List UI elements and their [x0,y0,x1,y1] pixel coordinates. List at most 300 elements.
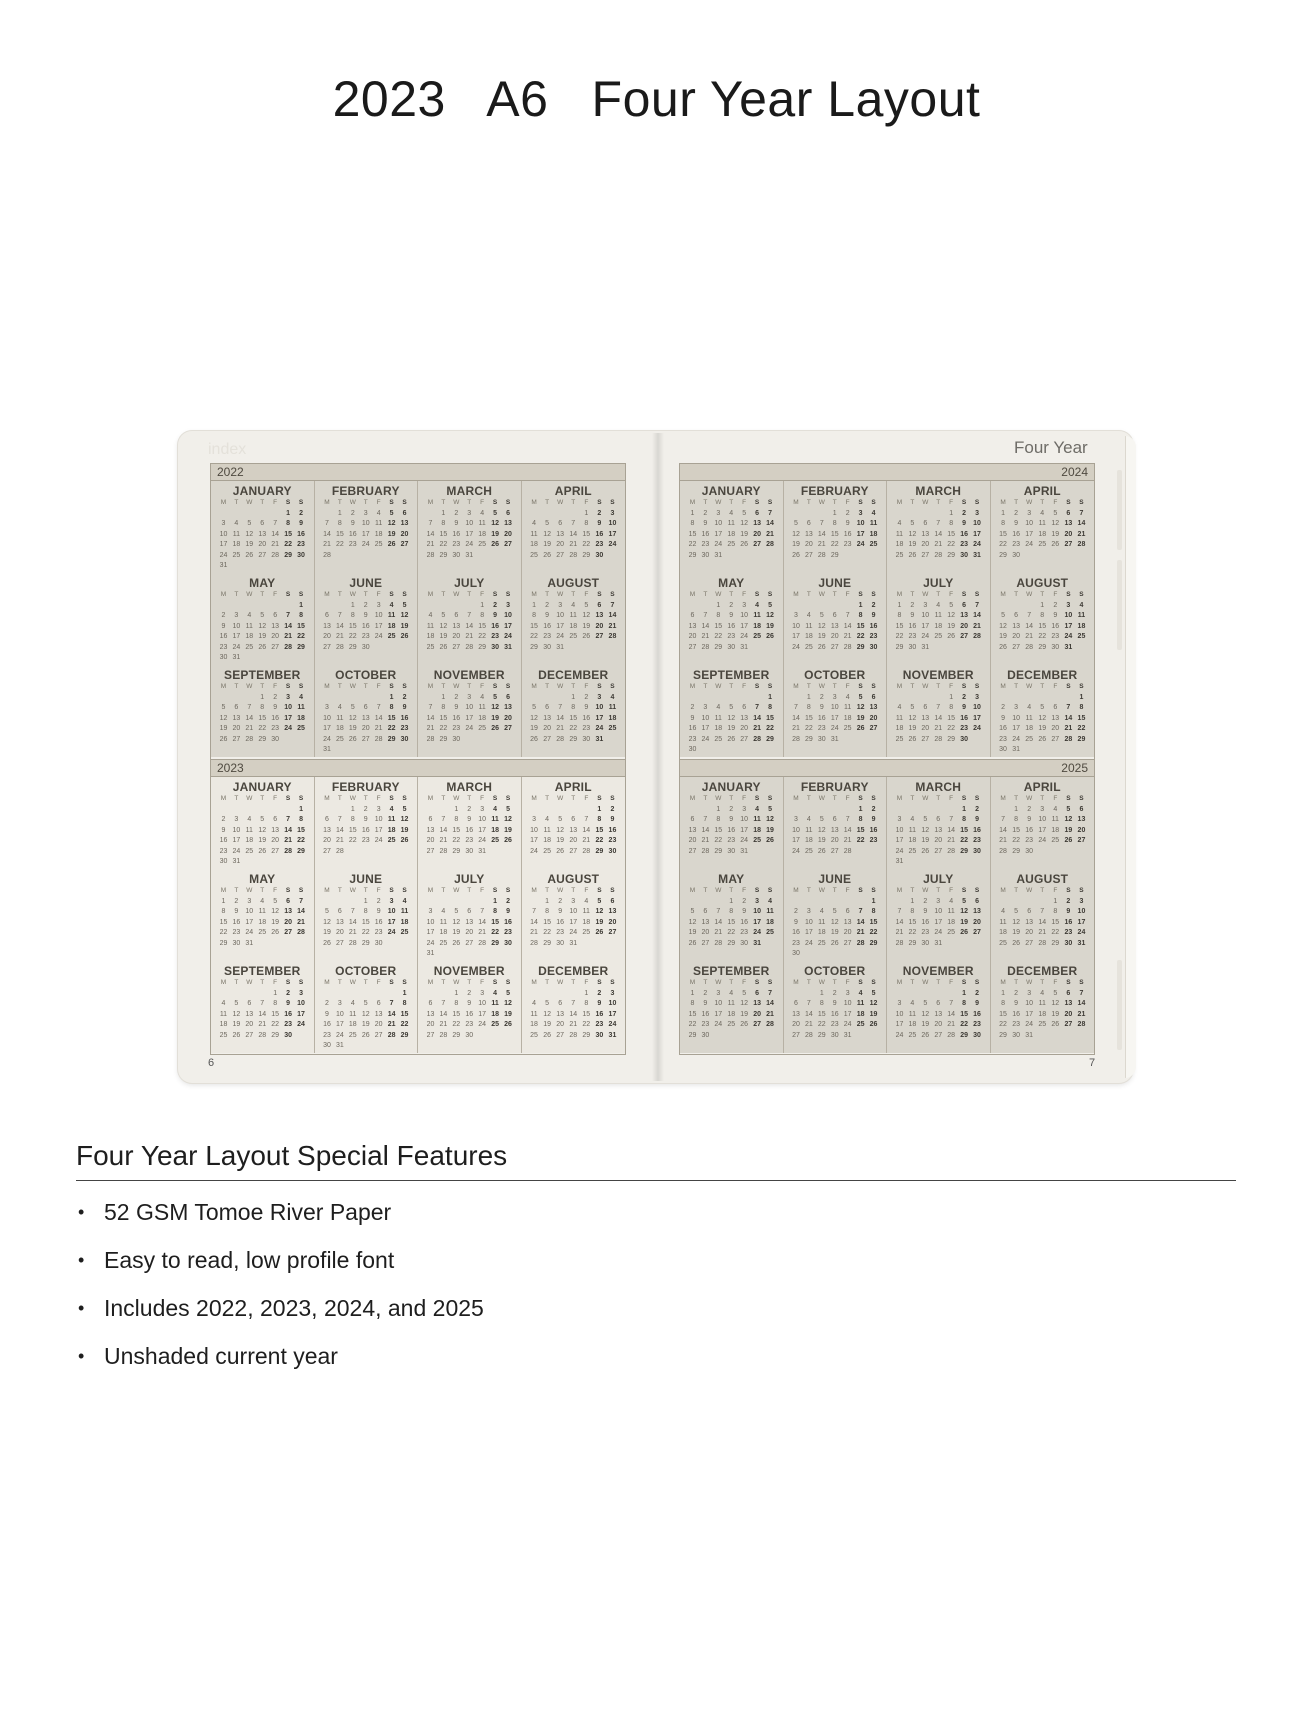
day-number: 29 [543,939,551,947]
empty-day [321,989,334,1000]
day-number: 4 [584,897,589,905]
weekday-header: T [363,979,368,986]
day-number: 15 [439,714,448,722]
day-number: 4 [532,520,536,527]
day-number: 28 [895,939,904,947]
day-number: 11 [1077,612,1086,619]
empty-day [476,897,489,908]
month-june [784,573,888,665]
day-number: 12 [1038,714,1047,722]
day-number: 23 [869,837,878,844]
weekday-header: S [871,979,876,986]
day-number: 9 [742,908,747,915]
day-number: 29 [271,1031,280,1039]
day-number: 25 [999,939,1007,947]
day-number: 30 [465,1031,474,1039]
weekday-header: S [597,887,602,894]
empty-day [1023,601,1036,612]
day-number: 6 [1014,612,1019,619]
empty-day [906,989,919,1000]
day-number: 9 [1001,714,1005,722]
month-name: DECEMBER [538,964,609,978]
empty-day [437,989,450,1000]
day-number: 3 [597,693,602,701]
day-number: 17 [297,1010,305,1018]
day-number: 29 [361,939,370,947]
day-number: 9 [467,816,472,823]
day-number: 13 [973,908,981,915]
day-number: 17 [1025,1010,1034,1018]
day-number: 2 [558,897,563,905]
day-number: 16 [491,622,499,630]
day-number: 16 [361,622,370,630]
day-number: 4 [910,816,915,823]
day-number: 12 [245,530,254,538]
day-number: 8 [897,612,902,619]
day-number: 5 [506,989,510,997]
day-number: 24 [245,929,254,936]
day-number: 20 [921,725,930,732]
empty-day [725,693,738,704]
month-july [887,869,991,961]
day-number: 14 [701,826,710,834]
day-number: 18 [908,1021,917,1028]
weekday-header: F [949,979,954,986]
book-gutter [652,433,664,1081]
day-number: 9 [1066,908,1071,915]
day-number: 26 [452,939,461,947]
day-grid [315,682,418,756]
day-number: 23 [1025,837,1034,844]
day-number: 4 [493,805,498,813]
day-number: 20 [1077,826,1086,834]
day-number: 27 [595,633,604,640]
day-number: 4 [897,704,902,711]
year-label-bar [680,760,1094,777]
weekday-header: S [285,683,291,690]
day-number: 21 [426,725,435,732]
weekday-header: S [754,887,760,894]
day-number: 30 [688,746,697,753]
day-number: 23 [491,633,499,640]
day-number: 14 [714,918,723,926]
day-number: 14 [701,622,710,630]
day-number: 2 [325,1000,329,1007]
weekday-header: T [571,795,576,802]
empty-day [802,601,815,612]
day-number: 16 [960,530,968,538]
day-number: 2 [363,805,368,813]
day-number: 22 [297,837,305,844]
day-number: 17 [1025,530,1034,538]
day-number: 26 [348,735,357,743]
day-number: 16 [465,1010,474,1018]
day-number: 29 [766,735,774,743]
weekday-header: S [402,499,407,506]
page-header-four-year: Four Year [1014,438,1088,457]
weekday-header: M [427,683,434,690]
day-number: 7 [949,816,954,823]
day-number: 3 [858,509,863,517]
day-number: 29 [400,1031,409,1039]
day-number: 27 [973,929,981,936]
day-number: 26 [999,643,1007,651]
day-number: 22 [895,633,904,640]
day-number: 2 [742,897,747,905]
day-number: 23 [465,1021,474,1028]
day-number: 19 [258,633,267,640]
day-number: 27 [843,939,852,947]
weekday-header: S [871,795,876,802]
day-number: 16 [284,1010,292,1018]
day-number: 5 [234,1000,239,1007]
day-number: 1 [337,509,342,517]
day-number: 19 [323,929,331,936]
day-number: 28 [701,643,710,651]
weekday-header: W [349,795,356,802]
weekday-header: T [260,499,265,506]
day-number: 11 [219,1010,228,1018]
day-number: 22 [387,725,396,732]
day-number: 12 [232,1010,241,1018]
day-number: 19 [504,1010,512,1018]
day-number: 14 [556,714,565,722]
weekday-header: S [389,591,394,598]
empty-day [854,897,867,908]
day-number: 15 [258,714,267,722]
day-number: 14 [843,622,852,630]
day-number: 23 [999,735,1007,743]
day-number: 5 [1053,989,1058,997]
day-number: 19 [921,1021,930,1028]
day-number: 4 [610,693,615,701]
day-number: 21 [701,837,710,844]
day-number: 17 [374,622,383,630]
weekday-header: F [273,591,278,598]
day-number: 4 [716,704,721,711]
day-number: 24 [895,1031,904,1039]
day-number: 28 [284,643,292,651]
day-number: 23 [271,725,280,732]
day-number: 31 [219,562,228,569]
day-number: 5 [768,805,772,813]
empty-day [1036,693,1049,704]
weekday-header: F [480,979,485,986]
day-number: 13 [753,520,761,527]
weekday-header: T [467,887,472,894]
day-number: 21 [1038,929,1047,936]
day-number: 9 [703,520,708,527]
weekday-header: W [922,979,929,986]
day-number: 10 [973,704,981,711]
day-number: 29 [439,735,448,743]
day-number: 3 [703,704,708,711]
day-number: 10 [830,704,839,711]
day-number: 13 [556,530,565,538]
day-number: 19 [1038,725,1047,732]
day-number: 2 [597,989,602,997]
day-number: 14 [258,1010,267,1018]
day-number: 25 [297,725,305,732]
day-number: 29 [452,847,461,855]
day-number: 25 [895,735,904,743]
weekday-header: W [922,499,929,506]
day-number: 23 [465,837,474,844]
empty-day [567,805,580,816]
day-number: 28 [426,735,435,743]
day-number: 21 [245,725,254,732]
day-number: 5 [402,805,407,813]
day-number: 11 [245,826,253,834]
day-number: 2 [1014,509,1019,517]
day-number: 3 [1014,704,1019,711]
day-number: 16 [973,1010,981,1018]
day-number: 5 [819,816,824,823]
feature-item [78,1188,484,1236]
day-number: 27 [504,541,512,548]
empty-day [802,509,815,520]
day-number: 31 [478,847,487,855]
day-number: 14 [478,918,487,926]
day-number: 18 [478,530,487,538]
day-number: 20 [361,725,370,732]
day-number: 20 [323,633,331,640]
day-number: 24 [504,633,512,640]
empty-day [815,897,828,908]
day-number: 15 [530,622,538,630]
day-number: 16 [921,918,930,926]
day-number: 19 [491,530,499,538]
month-name: FEBRUARY [331,780,400,794]
day-number: 2 [729,805,734,813]
day-number: 26 [1064,837,1073,844]
day-number: 13 [569,826,578,834]
weekday-header: S [597,795,602,802]
weekday-header: S [961,979,967,986]
month-name: FEBRUARY [331,484,400,498]
day-number: 30 [465,847,474,855]
weekday-header: T [806,887,811,894]
calendar-grid-right [679,463,1095,1055]
month-may [680,573,784,665]
day-number: 8 [806,704,811,711]
weekday-header: T [910,591,915,598]
day-number: 26 [921,847,930,855]
day-number: 23 [219,847,228,855]
day-number: 7 [1066,704,1071,711]
month-name: SEPTEMBER [693,964,770,978]
weekday-header: T [337,499,342,506]
day-number: 10 [934,908,943,915]
month-june [784,869,888,961]
day-number: 25 [335,735,344,743]
empty-day [932,805,945,816]
day-number: 24 [323,735,331,743]
month-january [680,481,784,573]
day-number: 28 [766,1021,774,1028]
day-number: 1 [389,693,394,701]
day-number: 14 [856,918,865,926]
day-number: 11 [818,918,826,926]
day-number: 24 [792,847,800,855]
day-number: 5 [832,908,837,915]
weekday-header: F [376,499,381,506]
day-number: 9 [584,704,589,711]
day-number: 15 [348,826,357,834]
day-number: 14 [817,530,826,538]
day-number: 1 [897,601,902,609]
weekday-header: W [1026,499,1033,506]
day-number: 14 [766,1000,774,1007]
empty-day [1010,601,1023,612]
day-number: 1 [273,989,278,997]
day-number: 22 [947,541,956,548]
day-number: 11 [1051,816,1059,823]
empty-day [1049,693,1062,704]
day-number: 22 [219,929,228,936]
day-number: 24 [973,541,981,548]
day-number: 4 [260,897,265,905]
weekday-header: W [715,683,722,690]
day-number: 16 [999,725,1007,732]
day-number: 2 [286,989,291,997]
weekday-header: T [337,887,342,894]
day-number: 18 [727,1010,736,1018]
day-number: 19 [271,918,280,926]
day-number: 27 [688,643,697,651]
day-number: 7 [845,816,850,823]
day-number: 23 [688,735,697,743]
weekday-header: S [492,591,498,598]
weekday-header: F [742,795,747,802]
day-number: 21 [582,837,591,844]
day-number: 6 [962,601,967,609]
day-number: 20 [921,541,930,548]
empty-day [699,805,712,816]
day-number: 10 [701,714,710,722]
weekday-header: S [767,979,773,986]
day-number: 4 [858,989,863,997]
weekday-header: S [1079,795,1084,802]
day-number: 24 [569,929,578,936]
day-number: 15 [387,714,396,722]
day-number: 22 [947,725,956,732]
day-number: 16 [688,725,697,732]
month-october [784,961,888,1053]
empty-day [686,805,699,816]
day-number: 6 [794,1000,798,1007]
day-grid [211,886,314,949]
weekday-header: F [1053,887,1058,894]
weekday-header: F [1053,499,1058,506]
day-number: 2 [832,989,837,997]
day-number: 23 [219,643,228,651]
day-number: 10 [1025,520,1034,527]
month-name: OCTOBER [335,964,397,978]
day-number: 13 [608,908,617,915]
day-number: 11 [387,816,396,823]
month-name: FEBRUARY [800,780,869,794]
day-number: 29 [1012,847,1020,855]
day-number: 17 [921,622,930,630]
empty-day [359,693,372,704]
day-number: 7 [428,520,433,527]
weekday-header: S [974,795,980,802]
day-number: 24 [374,837,383,844]
month-name: JANUARY [232,484,292,498]
weekday-header: F [1053,591,1058,598]
day-number: 28 [843,643,852,651]
day-number: 12 [792,530,800,538]
empty-day [932,693,945,704]
weekday-header: T [260,979,265,986]
day-number: 22 [830,541,839,548]
day-number: 28 [973,633,981,640]
weekday-header: S [858,979,863,986]
day-number: 30 [232,939,241,947]
month-december [522,665,626,757]
month-name: JUNE [818,872,852,886]
day-number: 31 [556,643,565,651]
weekday-header: S [961,795,967,802]
day-number: 5 [949,601,954,609]
day-number: 12 [258,826,267,834]
day-number: 26 [595,929,604,936]
day-number: 8 [402,1000,407,1007]
day-number: 28 [297,929,305,936]
day-number: 24 [804,939,813,947]
page-title: 2023 A6 Four Year Layout [332,71,981,127]
day-number: 20 [543,725,551,732]
weekday-header: T [910,499,915,506]
day-number: 18 [258,918,267,926]
day-number: 15 [947,714,956,722]
day-number: 20 [284,918,292,926]
weekday-header: T [729,795,734,802]
day-number: 5 [794,520,798,527]
empty-day [841,805,854,816]
day-grid [522,682,626,745]
empty-day [437,805,450,816]
day-number: 1 [532,601,536,609]
day-number: 29 [960,1031,968,1039]
day-number: 21 [569,541,578,548]
weekday-header: F [273,795,278,802]
day-number: 26 [245,551,254,559]
day-grid [991,886,1095,949]
day-number: 29 [478,643,487,651]
day-number: 24 [478,837,487,844]
day-number: 18 [297,714,305,722]
day-number: 2 [910,601,915,609]
weekday-header: S [597,683,602,690]
day-number: 25 [908,1031,917,1039]
day-number: 8 [299,612,303,619]
day-number: 21 [792,725,800,732]
calendar-grid-left [210,463,626,1055]
day-number: 10 [792,826,800,834]
day-number: 30 [1012,551,1020,559]
day-number: 4 [768,897,772,905]
feature-item [78,1236,484,1284]
day-number: 24 [701,735,710,743]
day-number: 19 [361,1021,370,1028]
empty-day [802,897,815,908]
empty-day [269,601,282,612]
month-name: MAY [249,576,276,590]
empty-day [424,989,437,1000]
weekday-header: S [389,795,394,802]
